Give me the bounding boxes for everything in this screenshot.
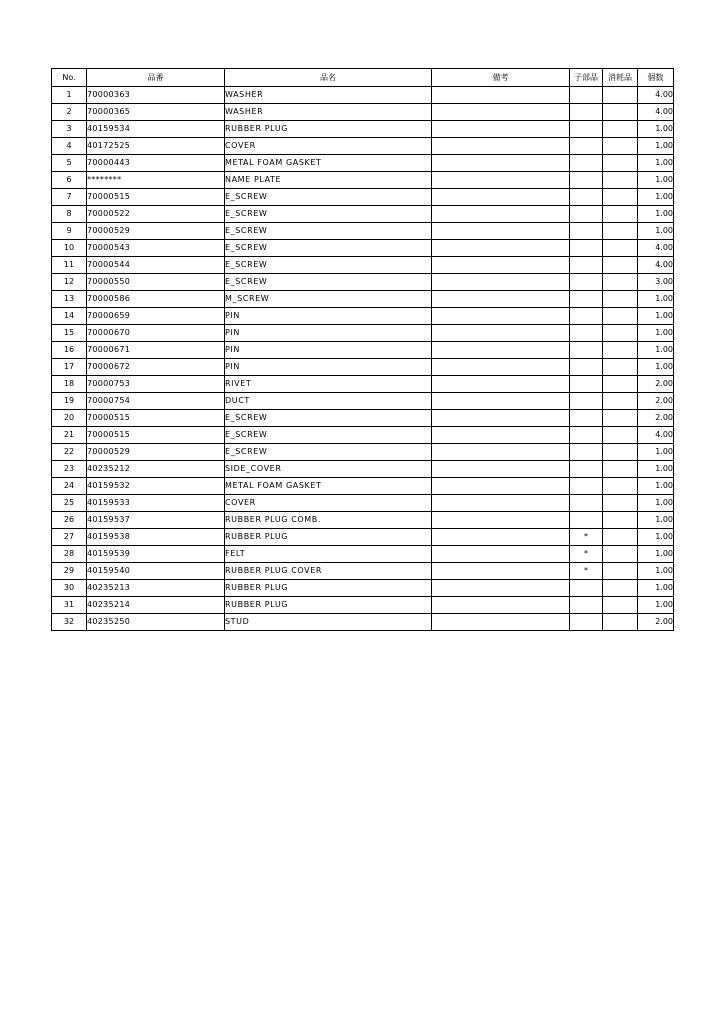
header-remarks: 備考 [432, 69, 570, 87]
cell-consumable [603, 308, 638, 325]
table-row [52, 563, 674, 580]
cell-no: 26 [52, 512, 87, 529]
cell-child-part [570, 342, 603, 359]
cell-part-number: 70000586 [87, 291, 225, 308]
cell-child-part [570, 597, 603, 614]
cell-consumable [603, 325, 638, 342]
cell-part-name: E_SCREW [225, 274, 432, 291]
cell-quantity: 1.00 [638, 563, 674, 580]
cell-quantity: 1.00 [638, 291, 674, 308]
cell-no: 21 [52, 427, 87, 444]
cell-part-name: E_SCREW [225, 206, 432, 223]
cell-part-name: RUBBER PLUG COVER [225, 563, 432, 580]
cell-quantity: 1.00 [638, 138, 674, 155]
cell-part-name: E_SCREW [225, 189, 432, 206]
header-consumable: 消耗品 [603, 69, 638, 87]
header-no: No. [52, 69, 87, 87]
cell-no: 19 [52, 393, 87, 410]
cell-quantity: 1.00 [638, 580, 674, 597]
cell-remarks [432, 546, 570, 563]
cell-quantity: 1.00 [638, 223, 674, 240]
cell-child-part [570, 376, 603, 393]
cell-part-number: 40159539 [87, 546, 225, 563]
cell-part-name: RUBBER PLUG [225, 121, 432, 138]
cell-consumable [603, 138, 638, 155]
cell-part-name: PIN [225, 308, 432, 325]
cell-remarks [432, 478, 570, 495]
cell-consumable [603, 189, 638, 206]
cell-quantity: 4.00 [638, 427, 674, 444]
table-row [52, 172, 674, 189]
cell-child-part [570, 189, 603, 206]
cell-part-name: PIN [225, 342, 432, 359]
cell-consumable [603, 359, 638, 376]
table-row [52, 359, 674, 376]
cell-remarks [432, 495, 570, 512]
cell-remarks [432, 512, 570, 529]
cell-remarks [432, 206, 570, 223]
table-row [52, 104, 674, 121]
cell-no: 29 [52, 563, 87, 580]
cell-quantity: 4.00 [638, 104, 674, 121]
cell-remarks [432, 138, 570, 155]
cell-remarks [432, 172, 570, 189]
cell-child-part [570, 274, 603, 291]
cell-part-number: 70000543 [87, 240, 225, 257]
cell-part-name: RUBBER PLUG COMB. [225, 512, 432, 529]
table-row [52, 342, 674, 359]
cell-remarks [432, 342, 570, 359]
cell-no: 12 [52, 274, 87, 291]
cell-part-name: RUBBER PLUG [225, 529, 432, 546]
cell-no: 3 [52, 121, 87, 138]
cell-no: 4 [52, 138, 87, 155]
cell-quantity: 1.00 [638, 461, 674, 478]
cell-remarks [432, 240, 570, 257]
table-row [52, 461, 674, 478]
table-row [52, 87, 674, 104]
cell-part-number: 70000671 [87, 342, 225, 359]
cell-part-number: 40235212 [87, 461, 225, 478]
cell-quantity: 1.00 [638, 478, 674, 495]
cell-child-part [570, 461, 603, 478]
cell-consumable [603, 257, 638, 274]
cell-no: 16 [52, 342, 87, 359]
cell-part-number: 70000754 [87, 393, 225, 410]
cell-consumable [603, 597, 638, 614]
cell-part-number: 40159540 [87, 563, 225, 580]
cell-part-name: SIDE_COVER [225, 461, 432, 478]
cell-part-number: 40159537 [87, 512, 225, 529]
cell-quantity: 2.00 [638, 393, 674, 410]
cell-remarks [432, 359, 570, 376]
cell-consumable [603, 274, 638, 291]
cell-consumable [603, 580, 638, 597]
table-row [52, 376, 674, 393]
cell-consumable [603, 444, 638, 461]
table-row [52, 393, 674, 410]
cell-part-number: 70000529 [87, 223, 225, 240]
table-header-row [52, 69, 674, 87]
cell-no: 27 [52, 529, 87, 546]
cell-consumable [603, 512, 638, 529]
cell-remarks [432, 597, 570, 614]
cell-child-part [570, 138, 603, 155]
table-row [52, 206, 674, 223]
cell-part-number: 70000550 [87, 274, 225, 291]
cell-remarks [432, 410, 570, 427]
cell-quantity: 1.00 [638, 189, 674, 206]
cell-part-number: 40159534 [87, 121, 225, 138]
cell-consumable [603, 563, 638, 580]
cell-child-part [570, 410, 603, 427]
cell-remarks [432, 223, 570, 240]
cell-consumable [603, 155, 638, 172]
cell-child-part [570, 359, 603, 376]
cell-no: 20 [52, 410, 87, 427]
cell-part-name: METAL FOAM GASKET [225, 155, 432, 172]
cell-child-part [570, 512, 603, 529]
cell-child-part [570, 614, 603, 631]
cell-child-part [570, 104, 603, 121]
cell-no: 32 [52, 614, 87, 631]
cell-part-number: 70000515 [87, 427, 225, 444]
table-row [52, 223, 674, 240]
cell-part-name: FELT [225, 546, 432, 563]
cell-part-name: E_SCREW [225, 410, 432, 427]
table-row [52, 155, 674, 172]
cell-quantity: 1.00 [638, 308, 674, 325]
cell-part-number: 70000522 [87, 206, 225, 223]
cell-quantity: 1.00 [638, 342, 674, 359]
cell-consumable [603, 376, 638, 393]
cell-quantity: 1.00 [638, 495, 674, 512]
cell-part-name: E_SCREW [225, 444, 432, 461]
cell-child-part [570, 257, 603, 274]
cell-remarks [432, 461, 570, 478]
cell-child-part [570, 291, 603, 308]
table-row [52, 580, 674, 597]
cell-no: 2 [52, 104, 87, 121]
header-child-part: 子部品 [570, 69, 603, 87]
cell-part-number: 70000365 [87, 104, 225, 121]
table-row [52, 410, 674, 427]
header-part-number: 品番 [87, 69, 225, 87]
cell-consumable [603, 342, 638, 359]
cell-child-part [570, 223, 603, 240]
cell-no: 6 [52, 172, 87, 189]
cell-consumable [603, 393, 638, 410]
cell-quantity: 2.00 [638, 410, 674, 427]
cell-remarks [432, 189, 570, 206]
cell-quantity: 1.00 [638, 121, 674, 138]
cell-child-part [570, 308, 603, 325]
cell-part-name: WASHER [225, 104, 432, 121]
cell-remarks [432, 121, 570, 138]
cell-no: 23 [52, 461, 87, 478]
table-row [52, 529, 674, 546]
cell-consumable [603, 104, 638, 121]
cell-part-number: 70000363 [87, 87, 225, 104]
cell-remarks [432, 393, 570, 410]
cell-quantity: 3.00 [638, 274, 674, 291]
cell-part-name: COVER [225, 138, 432, 155]
cell-part-number: 70000443 [87, 155, 225, 172]
cell-child-part [570, 87, 603, 104]
cell-part-number: 40159533 [87, 495, 225, 512]
cell-part-name: RUBBER PLUG [225, 597, 432, 614]
table-row [52, 614, 674, 631]
table-row [52, 478, 674, 495]
cell-remarks [432, 376, 570, 393]
cell-part-number: 40172525 [87, 138, 225, 155]
cell-quantity: 2.00 [638, 614, 674, 631]
cell-quantity: 4.00 [638, 87, 674, 104]
cell-remarks [432, 87, 570, 104]
cell-part-number: 40235250 [87, 614, 225, 631]
cell-child-part [570, 206, 603, 223]
cell-consumable [603, 478, 638, 495]
cell-child-part [570, 478, 603, 495]
cell-no: 8 [52, 206, 87, 223]
cell-part-number: 70000515 [87, 410, 225, 427]
cell-part-name: PIN [225, 325, 432, 342]
cell-child-part: * [570, 563, 603, 580]
cell-remarks [432, 580, 570, 597]
cell-no: 13 [52, 291, 87, 308]
cell-child-part [570, 495, 603, 512]
cell-part-number: 70000753 [87, 376, 225, 393]
cell-remarks [432, 325, 570, 342]
cell-part-name: NAME PLATE [225, 172, 432, 189]
parts-list-table [51, 68, 674, 631]
cell-part-name: METAL FOAM GASKET [225, 478, 432, 495]
cell-remarks [432, 274, 570, 291]
cell-part-name: E_SCREW [225, 257, 432, 274]
cell-child-part [570, 240, 603, 257]
cell-part-number: ******** [87, 172, 225, 189]
cell-remarks [432, 563, 570, 580]
table-row [52, 325, 674, 342]
table-row [52, 308, 674, 325]
cell-part-number: 40159532 [87, 478, 225, 495]
cell-child-part [570, 121, 603, 138]
cell-part-name: STUD [225, 614, 432, 631]
cell-no: 10 [52, 240, 87, 257]
cell-consumable [603, 495, 638, 512]
cell-consumable [603, 121, 638, 138]
cell-remarks [432, 444, 570, 461]
cell-quantity: 1.00 [638, 529, 674, 546]
cell-consumable [603, 240, 638, 257]
cell-quantity: 1.00 [638, 444, 674, 461]
cell-child-part [570, 427, 603, 444]
table-row [52, 291, 674, 308]
cell-part-name: COVER [225, 495, 432, 512]
header-quantity: 個数 [638, 69, 674, 87]
cell-quantity: 1.00 [638, 325, 674, 342]
cell-part-number: 70000672 [87, 359, 225, 376]
cell-part-number: 40159538 [87, 529, 225, 546]
cell-consumable [603, 529, 638, 546]
cell-quantity: 2.00 [638, 376, 674, 393]
cell-part-number: 70000529 [87, 444, 225, 461]
cell-consumable [603, 291, 638, 308]
cell-quantity: 1.00 [638, 546, 674, 563]
cell-part-name: PIN [225, 359, 432, 376]
cell-part-name: DUCT [225, 393, 432, 410]
cell-part-number: 40235213 [87, 580, 225, 597]
cell-part-name: WASHER [225, 87, 432, 104]
cell-no: 14 [52, 308, 87, 325]
cell-no: 25 [52, 495, 87, 512]
cell-child-part [570, 393, 603, 410]
cell-no: 1 [52, 87, 87, 104]
cell-consumable [603, 614, 638, 631]
table-row [52, 240, 674, 257]
table-row [52, 189, 674, 206]
table-body [52, 87, 674, 631]
cell-part-name: RUBBER PLUG [225, 580, 432, 597]
table-row [52, 444, 674, 461]
cell-quantity: 1.00 [638, 359, 674, 376]
cell-child-part: * [570, 546, 603, 563]
cell-consumable [603, 410, 638, 427]
cell-remarks [432, 291, 570, 308]
cell-quantity: 1.00 [638, 597, 674, 614]
cell-no: 22 [52, 444, 87, 461]
cell-quantity: 1.00 [638, 172, 674, 189]
cell-part-name: RIVET [225, 376, 432, 393]
table-row [52, 121, 674, 138]
cell-no: 5 [52, 155, 87, 172]
cell-part-name: E_SCREW [225, 223, 432, 240]
table-row [52, 274, 674, 291]
cell-consumable [603, 87, 638, 104]
cell-part-number: 40235214 [87, 597, 225, 614]
cell-child-part [570, 325, 603, 342]
cell-child-part: * [570, 529, 603, 546]
cell-child-part [570, 580, 603, 597]
table-row [52, 495, 674, 512]
cell-quantity: 1.00 [638, 206, 674, 223]
cell-no: 17 [52, 359, 87, 376]
cell-part-number: 70000670 [87, 325, 225, 342]
cell-part-name: M_SCREW [225, 291, 432, 308]
cell-child-part [570, 444, 603, 461]
cell-no: 7 [52, 189, 87, 206]
cell-no: 9 [52, 223, 87, 240]
table-row [52, 257, 674, 274]
cell-no: 18 [52, 376, 87, 393]
cell-no: 31 [52, 597, 87, 614]
cell-remarks [432, 104, 570, 121]
cell-consumable [603, 546, 638, 563]
cell-no: 24 [52, 478, 87, 495]
cell-quantity: 1.00 [638, 155, 674, 172]
cell-consumable [603, 461, 638, 478]
cell-no: 11 [52, 257, 87, 274]
cell-part-number: 70000544 [87, 257, 225, 274]
table-row [52, 597, 674, 614]
cell-remarks [432, 308, 570, 325]
cell-no: 30 [52, 580, 87, 597]
cell-consumable [603, 206, 638, 223]
cell-remarks [432, 427, 570, 444]
cell-quantity: 1.00 [638, 512, 674, 529]
table-row [52, 546, 674, 563]
cell-child-part [570, 172, 603, 189]
table-row [52, 427, 674, 444]
cell-consumable [603, 172, 638, 189]
cell-no: 15 [52, 325, 87, 342]
cell-remarks [432, 257, 570, 274]
table-row [52, 512, 674, 529]
cell-part-name: E_SCREW [225, 240, 432, 257]
cell-quantity: 4.00 [638, 240, 674, 257]
cell-part-number: 70000659 [87, 308, 225, 325]
cell-consumable [603, 223, 638, 240]
cell-consumable [603, 427, 638, 444]
cell-remarks [432, 529, 570, 546]
cell-part-number: 70000515 [87, 189, 225, 206]
cell-no: 28 [52, 546, 87, 563]
cell-child-part [570, 155, 603, 172]
cell-part-name: E_SCREW [225, 427, 432, 444]
cell-remarks [432, 155, 570, 172]
table-row [52, 138, 674, 155]
cell-quantity: 4.00 [638, 257, 674, 274]
header-part-name: 品名 [225, 69, 432, 87]
cell-remarks [432, 614, 570, 631]
